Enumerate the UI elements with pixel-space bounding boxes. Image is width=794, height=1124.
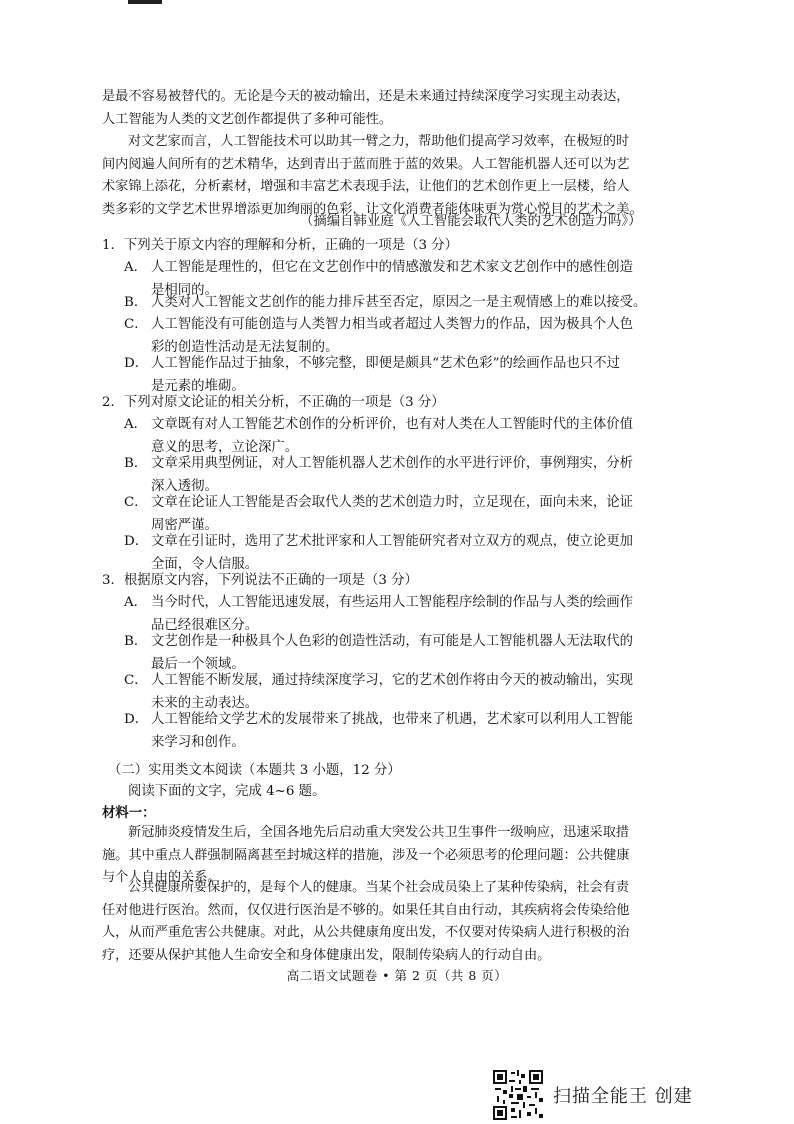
top-edge-mark <box>128 0 162 4</box>
passage-paragraph <box>102 131 702 221</box>
option-line: 文艺创作是一种极具个人色彩的创造性活动，有可能是人工智能机器人无法取代的 <box>151 634 634 649</box>
option-letter: C． <box>124 673 148 688</box>
option-letter: B． <box>124 456 148 471</box>
passage-paragraph <box>102 86 702 131</box>
material-line: 与个人自由的关系。 <box>102 870 221 885</box>
option-line: 文章在论证人工智能是否会取代人类的艺术创造力时，立足现在，面向未来，论证 <box>151 495 634 510</box>
option-line: 意义的思考，立论深广。 <box>151 439 299 455</box>
option-letter: D． <box>124 712 149 727</box>
option-line: 人工智能不断发展，通过持续深度学习，它的艺术创作将由今天的被动输出，实现 <box>151 673 634 688</box>
option-line: 人工智能给文学艺术的发展带来了挑战，也带来了机遇，艺术家可以利用人工智能 <box>151 712 634 727</box>
option-line: 文章在引证时，选用了艺术批评家和人工智能研究者对立双方的观点，使立论更加 <box>151 534 634 549</box>
qr-code-icon <box>493 1070 543 1120</box>
option-letter: A． <box>124 260 148 275</box>
option-line: 深入透彻。 <box>151 478 218 494</box>
option-letter: C． <box>124 495 148 510</box>
option-letter: B． <box>124 295 148 310</box>
option-line: 当今时代，人工智能迅速发展，有些运用人工智能程序绘制的作品与人类的绘画作 <box>151 595 634 610</box>
option-letter: D． <box>124 534 149 549</box>
option-line: 文章采用典型例证，对人工智能机器人艺术创作的水平进行评价，事例翔实，分析 <box>151 456 634 471</box>
passage-line: 类多彩的文学艺术世界增添更加绚丽的色彩，让文化消费者能体味更为赏心悦目的艺术之美。 <box>102 201 643 217</box>
option-letter: A． <box>124 595 148 610</box>
option-letter: A． <box>124 417 148 432</box>
material-label: 材料一： <box>102 805 156 821</box>
option-line: 人工智能作品过于抽象，不够完整，即便是颇具“艺术色彩”的绘画作品也只不过 <box>151 356 620 371</box>
material-line: 新冠肺炎疫情发生后，全国各地先后启动重大突发公共卫生事件一级响应，迅速采取措 <box>128 825 630 840</box>
passage-line: 对文艺家而言，人工智能技术可以助其一臂之力，帮助他们提高学习效率，在极短的时 <box>128 134 630 149</box>
question-3-option-d <box>124 709 689 754</box>
scanner-watermark-text: 扫描全能王 创建 <box>553 1086 693 1107</box>
option-line: 人工智能没有可能创造与人类智力相当或者超过人类智力的作品，因为极具个人色 <box>151 317 634 332</box>
section-heading: （二）实用类文本阅读（本题共 3 小题，12 分） <box>108 763 401 778</box>
question-1-stem: 1．下列关于原文内容的理解和分析，正确的一项是（3 分） <box>102 238 459 253</box>
option-letter: C． <box>124 317 148 332</box>
material-paragraph <box>102 877 702 967</box>
material-line: 公共健康所要保护的，是每个人的健康。当某个社会成员染上了某种传染病，社会有责 <box>128 880 630 895</box>
passage-line: 是最不容易被替代的。无论是今天的被动输出，还是未来通过持续深度学习实现主动表达， <box>102 89 630 104</box>
option-letter: D． <box>124 356 149 371</box>
section-instruction: 阅读下面的文字，完成 4~6 题。 <box>128 784 326 799</box>
option-line: 品已经很难区分。 <box>151 617 259 633</box>
option-line: 全面，令人信服。 <box>151 556 259 572</box>
question-1-option-b <box>124 292 689 315</box>
option-line: 文章既有对人工智能艺术创作的分析评价，也有对人类在人工智能时代的主体价值 <box>151 417 634 432</box>
option-line: 是相同的。 <box>151 282 218 298</box>
option-letter: B． <box>124 634 148 649</box>
material-line: 疗，还要从保护其他人生命安全和身体健康出发，限制传染病人的行动自由。 <box>102 947 551 963</box>
option-line: 是元素的堆砌。 <box>151 378 245 394</box>
option-line: 彩的创造性活动是无法复制的。 <box>151 339 339 355</box>
option-line: 人工智能是理性的，但它在文艺创作中的情感激发和艺术家文艺创作中的感性创造 <box>151 260 634 275</box>
question-3-stem: 3．根据原文内容，下列说法不正确的一项是（3 分） <box>102 573 418 588</box>
option-line: 人类对人工智能文艺创作的能力排斥甚至否定，原因之一是主观情感上的难以接受。 <box>151 295 647 310</box>
option-line: 未来的主动表达。 <box>151 695 259 711</box>
passage-line: 人工智能为人类的文艺创作都提供了多种可能性。 <box>102 111 393 127</box>
option-line: 来学习和创作。 <box>151 734 245 750</box>
material-line: 人，从而严重危害公共健康。对此，从公共健康角度出发，不仅要对传染病人进行积极的治 <box>102 925 630 940</box>
question-2-stem: 2．下列对原文论证的相关分析，不正确的一项是（3 分） <box>102 395 445 410</box>
scanner-watermark <box>493 1070 693 1120</box>
passage-source: （摘编自韩业庭《人工智能会取代人类的艺术创造力吗》） <box>300 214 642 229</box>
page-footer: 高二语文试题卷 • 第 2 页（共 8 页） <box>286 968 508 983</box>
option-line: 周密严谨。 <box>151 517 218 533</box>
material-line: 任对他进行医治。然而，仅仅进行医治是不够的。如果任其自由行动，其疾病将会传染给他 <box>102 902 630 918</box>
passage-line: 间内阅遍人间所有的艺术精华，达到青出于蓝而胜于蓝的效果。人工智能机器人还可以为艺 <box>102 156 630 172</box>
option-line: 最后一个领域。 <box>151 656 245 672</box>
material-line: 施。其中重点人群强制隔离甚至封城这样的措施，涉及一个必须思考的伦理问题：公共健康 <box>102 847 630 863</box>
passage-line: 术家锦上添花，分析素材，增强和丰富艺术表现手法，让他们的艺术创作更上一层楼，给人 <box>102 179 630 194</box>
